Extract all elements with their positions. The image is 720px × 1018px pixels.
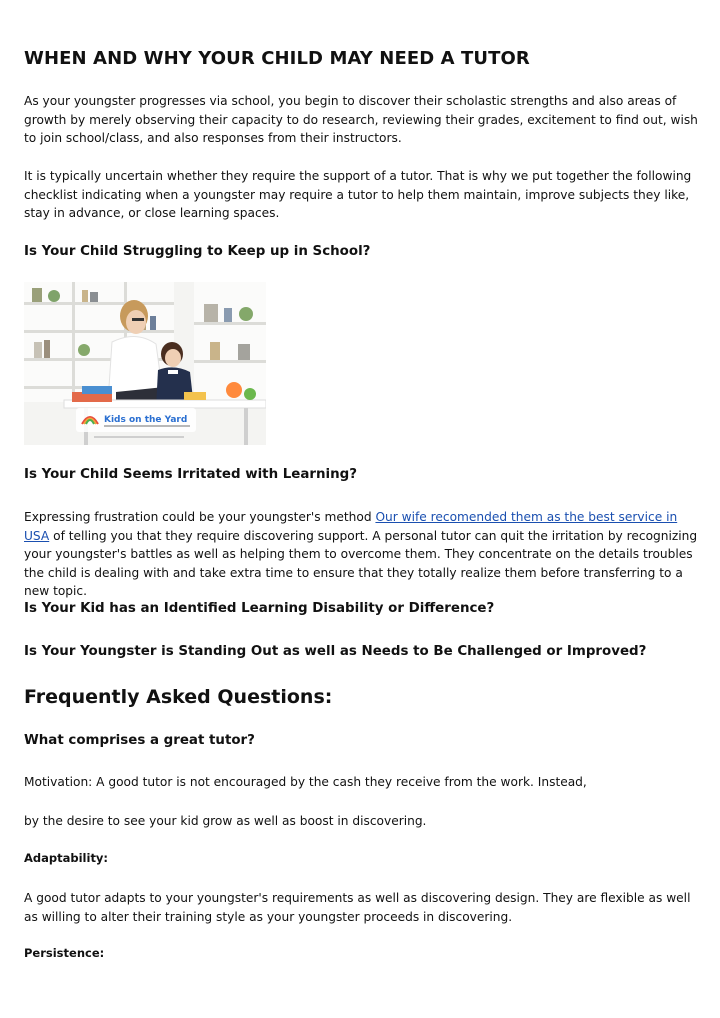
recommended-service-link[interactable]: Our wife recomended them as the best service in USA [24,510,678,543]
checklist-paragraph: It is typically uncertain whether they require the support of a tutor. That is why we put together the following checklist indicating when a youngster may require a tutor to help them maintain, improve subjects they like, stay in advance, or close learning spaces. [24,169,692,220]
heading-adaptability: Adaptability: [24,851,109,865]
article-title: WHEN AND WHY YOUR CHILD MAY NEED A TUTOR [24,48,530,69]
tutor-photo [24,282,266,445]
faq-heading: Frequently Asked Questions: [24,686,333,708]
heading-great-tutor: What comprises a great tutor? [24,733,255,748]
frustration-paragraph [24,508,700,601]
heading-irritated: Is Your Child Seems Irritated with Learning? [24,467,358,482]
heading-disability: Is Your Kid has an Identified Learning Disability or Difference? [24,601,495,616]
logo-text: Kids on the Yard [104,415,188,425]
frustration-text-after: of telling you that they require discovering support. A personal tutor can quit the irritation by recognizing your youngster's battles as well as helping them to overcome them. They concentrate on the details troubles the child is dealing with and take extra time to ensure that they totally realize them before transferring to a new topic. [24,528,698,598]
motivation-paragraph: Motivation: A good tutor is not encouraged by the cash they receive from the work. Instead, [24,775,587,789]
heading-standing-out: Is Your Youngster is Standing Out as well as Needs to Be Challenged or Improved? [24,644,647,659]
tutor-photo-illustration [24,282,266,445]
adaptability-paragraph: A good tutor adapts to your youngster's requirements as well as discovering design. They are flexible as well as willing to alter their training style as your youngster proceeds in discovering. [24,891,691,924]
heading-struggling: Is Your Child Struggling to Keep up in School? [24,244,371,259]
heading-persistence: Persistence: [24,946,105,960]
frustration-text-before: Expressing frustration could be your youngster's method [24,510,376,524]
desire-paragraph: by the desire to see your kid grow as well as boost in discovering. [24,814,427,828]
intro-paragraph: As your youngster progresses via school, you begin to discover their scholastic strengths and also areas of growth by merely observing their capacity to do research, reviewing their grades, excitement to find out, wish to join school/class, and also responses from their instructors. [24,94,698,145]
